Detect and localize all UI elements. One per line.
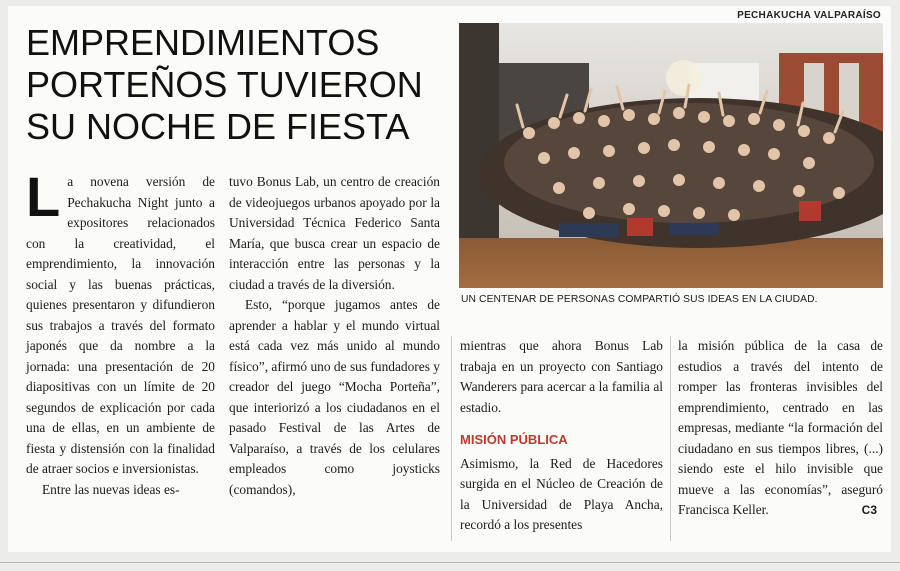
paragraph-2-cont: tuvo Bonus Lab, un centro de creación de videojuegos urbanos apoyado por la Universidad Técnica Federico Santa María, que busca crear un espacio de interacción entre las personas y la ciudad a través de la diversión. (229, 174, 440, 292)
crowd-photo-illustration (459, 23, 883, 288)
page-bottom-rule (0, 562, 900, 563)
drop-cap: L (26, 165, 61, 228)
paragraph-2-start: Entre las nuevas ideas es- (42, 481, 180, 497)
article-column-3 (460, 336, 663, 536)
paragraph-3: Esto, “porque jugamos antes de aprender a hablar y el mundo virtual está cada vez más unido al mundo físico”, afirmó uno de sus fundadores y creador del juego “Mocha Porteña”, que interiorizó a los ciudadanos en el pasado Festival de las Artes de Valparaíso, a través de los celulares empleados como joysticks (comandos), (229, 297, 440, 497)
paragraph-4: Asimismo, la Red de Hacedores surgida en el Núcleo de Creación de la Universidad de Playa Ancha, recordó a los presentes (460, 455, 663, 532)
paragraph-4-cont: la misión pública de la casa de estudios a través del intento de romper las fronteras invisibles del emprendimiento, centrado en las empresas, mediante “la formación del ciudadano en sus tiempos libres, (...) siendo este el hilo invisible que mueve a las economías”, aseguró Francisca Keller. (678, 338, 883, 517)
newspaper-page (8, 6, 891, 552)
article-column-1 (26, 165, 215, 500)
event-photo (459, 23, 883, 288)
headline: EMPRENDIMIENTOS PORTEÑOS TUVIERON SU NOCHE DE FIESTA (26, 22, 423, 147)
article-column-4 (678, 336, 883, 521)
photo-caption: UN CENTENAR DE PERSONAS COMPARTIÓ SUS IDEAS EN LA CIUDAD. (461, 294, 818, 305)
end-mark: C3 (861, 503, 877, 517)
section-tag: PECHAKUCHA VALPARAÍSO (737, 10, 881, 21)
column-rule (670, 336, 671, 541)
subhead-mision-publica: MISIÓN PÚBLICA (460, 432, 568, 447)
paragraph-lead: a novena versión de Pechakucha Night junto a expositores relacionados con la creatividad, el emprendimiento, la innovación social y las buenas prácticas, quienes presentaron y difundieron sus trabajos a través del formato japonés que da nombre a la jornada: una presentación de 20 diapositivas con un límite de 20 segundos de explicación por cada una de ellas, en un ambiente de fiesta y distensión con la finalidad de atraer socios e inversionistas. (26, 174, 215, 476)
column-rule (451, 336, 452, 541)
paragraph-3-cont: mientras que ahora Bonus Lab trabaja en un proyecto con Santiago Wanderers para acercar a la familia al estadio. (460, 338, 663, 415)
article-column-2 (229, 172, 440, 500)
